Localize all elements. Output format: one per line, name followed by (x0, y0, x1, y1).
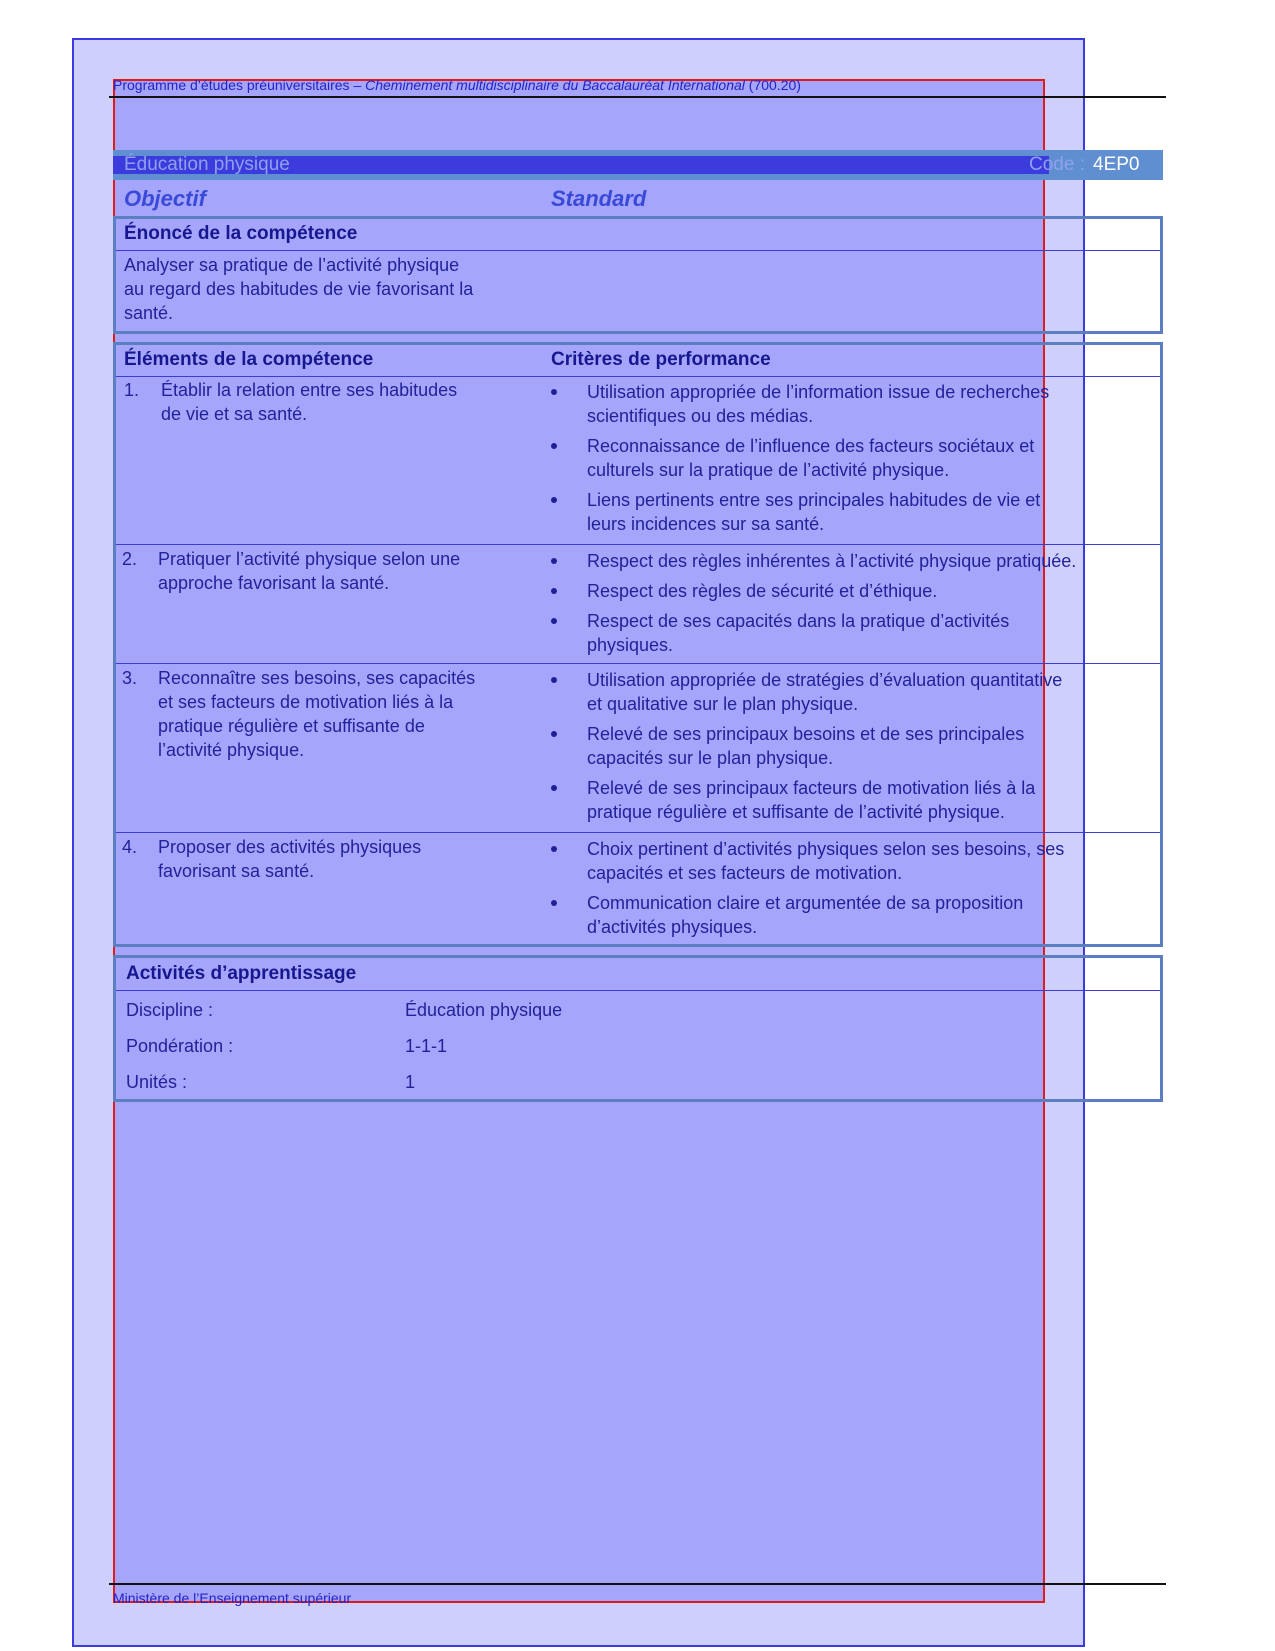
program-name: Cheminement multidisciplinaire du Baccalauréat International (365, 77, 745, 93)
criterion-line: Liens pertinents entre ses principales habitudes de vie et (587, 490, 1041, 510)
criterion-text (587, 488, 1040, 536)
elements-divider-1 (116, 544, 1160, 545)
criterion-line: Choix pertinent d’activités physiques selon ses besoins, ses (587, 839, 1065, 859)
competence-line: Analyser sa pratique de l’activité physique (124, 255, 460, 275)
code-value: 4EP0 (1093, 154, 1140, 175)
criterion-text (587, 722, 1024, 770)
competence-line: santé. (124, 303, 174, 323)
criterion-text (587, 668, 1062, 716)
elements-divider-3 (116, 832, 1160, 833)
criterion-bullet (551, 785, 557, 791)
criterion-line: d’activités physiques. (587, 917, 758, 937)
elements-divider-head (116, 376, 1160, 377)
element-number: 2. (122, 549, 138, 569)
standard-heading: Standard (551, 186, 647, 211)
criterion-line: Respect de ses capacités dans la pratique d’activités (587, 611, 1010, 631)
header-rule (109, 96, 1166, 98)
criterion-line: pratique régulière et suffisante de l’activité physique. (587, 802, 1005, 822)
program-prefix: Programme d’études préuniversitaires – (113, 77, 366, 93)
criterion-bullet (551, 558, 557, 564)
criterion-bullet (551, 443, 557, 449)
criterion-text (587, 380, 1049, 428)
criterion-line: leurs incidences sur sa santé. (587, 514, 825, 534)
element-line: de vie et sa santé. (161, 404, 308, 424)
criterion-bullet (551, 846, 557, 852)
competence-divider (116, 250, 1160, 251)
element-text (158, 666, 475, 762)
criterion-bullet (551, 731, 557, 737)
criterion-line: et qualitative sur le plan physique. (587, 694, 859, 714)
element-number: 3. (122, 668, 138, 688)
criterion-line: Relevé de ses principaux besoins et de ses principales (587, 724, 1025, 744)
competence-line: au regard des habitudes de vie favorisant la (124, 279, 474, 299)
running-head (113, 77, 801, 93)
footer-text: Ministère de l’Enseignement supérieur (113, 1590, 352, 1606)
criterion-bullet (551, 677, 557, 683)
criterion-bullet (551, 389, 557, 395)
competence-statement (124, 253, 473, 325)
criterion-text (587, 837, 1064, 885)
criterion-line: capacités et ses facteurs de motivation. (587, 863, 903, 883)
criterion-text (587, 891, 1023, 939)
criterion-line: Utilisation appropriée de stratégies d’évaluation quantitative (587, 670, 1063, 690)
criterion-line: scientifiques ou des médias. (587, 406, 814, 426)
criterion-line: Utilisation appropriée de l’information issue de recherches (587, 382, 1050, 402)
elements-heading: Éléments de la compétence (124, 349, 374, 370)
element-line: approche favorisant la santé. (158, 573, 390, 593)
criterion-line: capacités sur le plan physique. (587, 748, 834, 768)
criterion-line: culturels sur la pratique de l’activité physique. (587, 460, 950, 480)
criterion-text (587, 549, 1076, 573)
element-number: 1. (124, 380, 140, 400)
unites-value: 1 (405, 1072, 416, 1092)
criterion-line: Respect des règles inhérentes à l’activité physique pratiquée. (587, 551, 1077, 571)
element-line: l’activité physique. (158, 740, 305, 760)
element-line: et ses facteurs de motivation liés à la (158, 692, 454, 712)
ponderation-label: Pondération : (126, 1036, 234, 1056)
criterion-text (587, 609, 1009, 657)
unites-label: Unités : (126, 1072, 188, 1092)
ponderation-value: 1-1-1 (405, 1036, 448, 1056)
element-line: pratique régulière et suffisante de (158, 716, 425, 736)
elements-divider-2 (116, 663, 1160, 664)
element-line: Établir la relation entre ses habitudes (161, 380, 458, 400)
criteria-heading: Critères de performance (551, 349, 771, 370)
criterion-line: Communication claire et argumentée de sa proposition (587, 893, 1024, 913)
criterion-line: Relevé de ses principaux facteurs de motivation liés à la (587, 778, 1036, 798)
activities-heading: Activités d’apprentissage (126, 963, 357, 984)
criterion-line: Reconnaissance de l’influence des facteurs sociétaux et (587, 436, 1035, 456)
criterion-bullet (551, 497, 557, 503)
criterion-line: Respect des règles de sécurité et d’éthique. (587, 581, 938, 601)
code-label: Code : (1029, 154, 1085, 175)
element-line: Proposer des activités physiques (158, 837, 422, 857)
criterion-line: physiques. (587, 635, 674, 655)
competence-heading: Énoncé de la compétence (124, 223, 358, 244)
objectif-heading: Objectif (124, 186, 206, 211)
element-line: favorisant sa santé. (158, 861, 315, 881)
element-text (158, 547, 460, 595)
discipline-value: Éducation physique (405, 1000, 563, 1020)
activities-divider (116, 990, 1160, 991)
criterion-text (587, 776, 1035, 824)
program-code: (700.20) (744, 77, 801, 93)
discipline-title: Éducation physique (124, 154, 290, 175)
element-text (158, 835, 421, 883)
criterion-text (587, 579, 937, 603)
element-line: Pratiquer l’activité physique selon une (158, 549, 461, 569)
discipline-label: Discipline : (126, 1000, 214, 1020)
element-line: Reconnaître ses besoins, ses capacités (158, 668, 476, 688)
criterion-text (587, 434, 1034, 482)
footer-rule (109, 1583, 1166, 1585)
criterion-bullet (551, 618, 557, 624)
element-text (161, 378, 457, 426)
criterion-bullet (551, 588, 557, 594)
criterion-bullet (551, 900, 557, 906)
element-number: 4. (122, 837, 138, 857)
